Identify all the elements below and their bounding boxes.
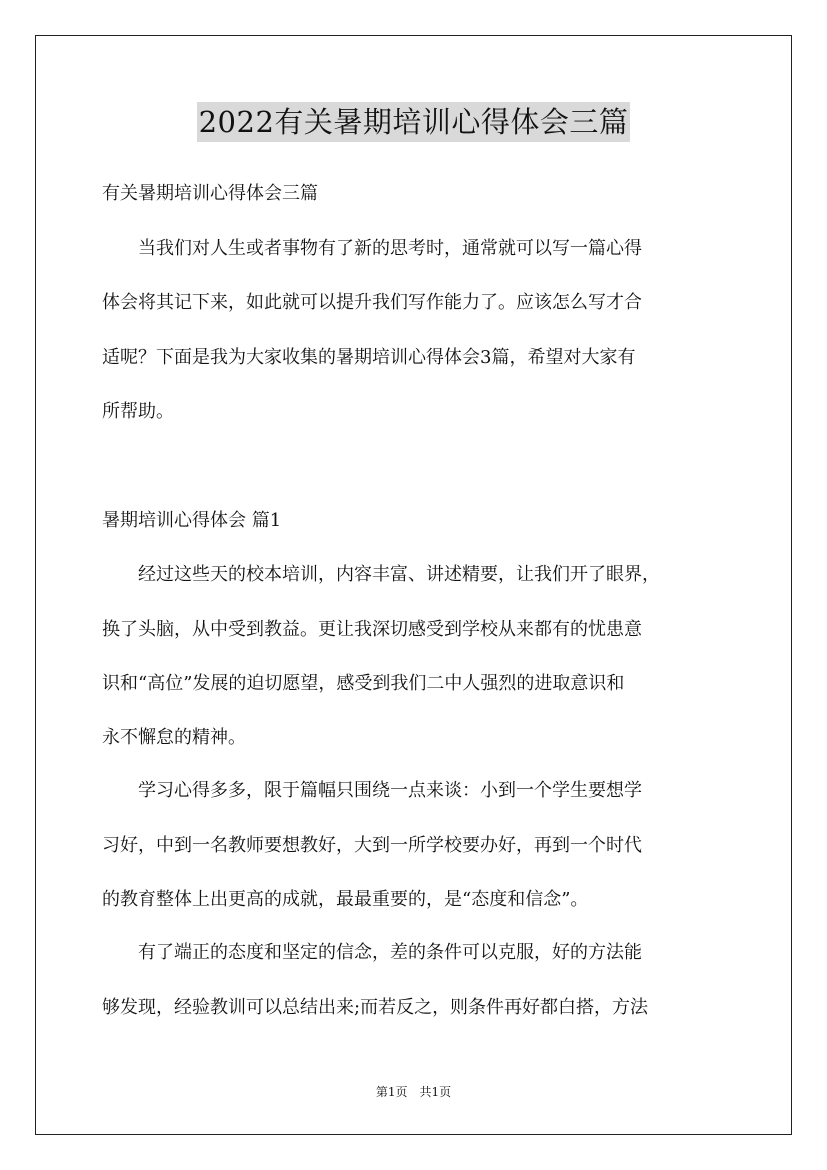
- paragraph-line: 学习心得多多，限于篇幅只围绕一点来谈：小到一个学生要想学: [102, 780, 642, 801]
- page-footer: 第1页 共1页: [375, 1085, 452, 1099]
- intro-line: 当我们对人生或者事物有了新的思考时，通常就可以写一篇心得: [102, 238, 642, 259]
- paragraph-line: 永不懈怠的精神。: [102, 727, 246, 748]
- paragraph-line: 够发现，经验教训可以总结出来;而若反之，则条件再好都白搭，方法: [102, 997, 649, 1018]
- intro-line: 体会将其记下来，如此就可以提升我们写作能力了。应该怎么写才合: [102, 292, 642, 313]
- subtitle: 有关暑期培训心得体会三篇: [102, 183, 318, 204]
- section-heading: 暑期培训心得体会 篇1: [102, 510, 282, 531]
- paragraph-line: 的教育整体上出更高的成就，最最重要的，是“态度和信念”。: [102, 889, 589, 910]
- paragraph-line: 习好，中到一名教师要想教好，大到一所学校要办好，再到一个时代: [102, 835, 642, 856]
- intro-line: 适呢？下面是我为大家收集的暑期培训心得体会3篇，希望对大家有: [102, 347, 636, 368]
- paragraph-line: 识和“高位”发展的迫切愿望，感受到我们二中人强烈的进取意识和: [102, 673, 625, 694]
- paragraph-line: 有了端正的态度和坚定的信念，差的条件可以克服，好的方法能: [102, 942, 642, 963]
- paragraph-line: 经过这些天的校本培训，内容丰富、讲述精要，让我们开了眼界，: [102, 564, 660, 585]
- intro-line: 所帮助。: [102, 401, 174, 422]
- document-title: 2022有关暑期培训心得体会三篇: [197, 102, 631, 142]
- paragraph-line: 换了头脑，从中受到教益。更让我深切感受到学校从来都有的忧患意: [102, 619, 642, 640]
- title-container: [0, 102, 827, 142]
